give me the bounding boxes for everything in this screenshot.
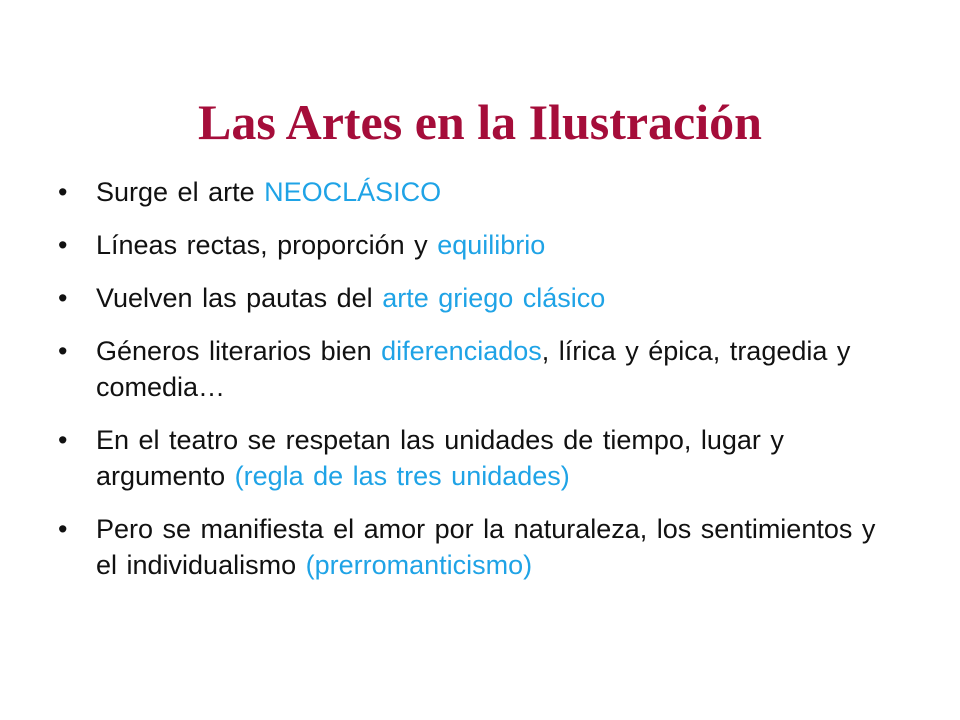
bullet-item — [58, 333, 888, 405]
bullet-text: Géneros literarios bien — [96, 336, 382, 366]
slide-title: Las Artes en la Ilustración — [198, 93, 762, 150]
highlighted-text: (regla de las tres unidades) — [234, 461, 570, 491]
bullet-item — [58, 227, 888, 263]
bullet-text: Vuelven las pautas del — [96, 283, 383, 313]
bullet-text: En el teatro se respetan las unidades de tiempo, lugar y argumento — [96, 425, 784, 491]
bullet-item — [58, 422, 888, 494]
bullet-dot-icon: • — [58, 336, 68, 366]
highlighted-text: NEOCLÁSICO — [264, 177, 442, 207]
bullet-item — [58, 280, 888, 316]
highlighted-text: arte griego clásico — [382, 283, 606, 313]
highlighted-text: (prerromanticismo) — [305, 550, 533, 580]
bullet-dot-icon: • — [58, 425, 68, 455]
highlighted-text: equilibrio — [437, 230, 546, 260]
bullet-text: Pero se manifiesta el amor por la naturaleza, los sentimientos y el individualismo — [96, 514, 876, 580]
bullet-list — [58, 174, 888, 600]
bullet-dot-icon: • — [58, 283, 68, 313]
bullet-dot-icon: • — [58, 177, 68, 207]
bullet-item — [58, 174, 888, 210]
bullet-item — [58, 511, 888, 583]
bullet-dot-icon: • — [58, 514, 68, 544]
highlighted-text: diferenciados — [381, 336, 542, 366]
bullet-text: , lírica y épica, tragedia y comedia… — [96, 336, 851, 402]
bullet-text: Líneas rectas, proporción y — [96, 230, 438, 260]
bullet-dot-icon: • — [58, 230, 68, 260]
bullet-text: Surge el arte — [96, 177, 265, 207]
